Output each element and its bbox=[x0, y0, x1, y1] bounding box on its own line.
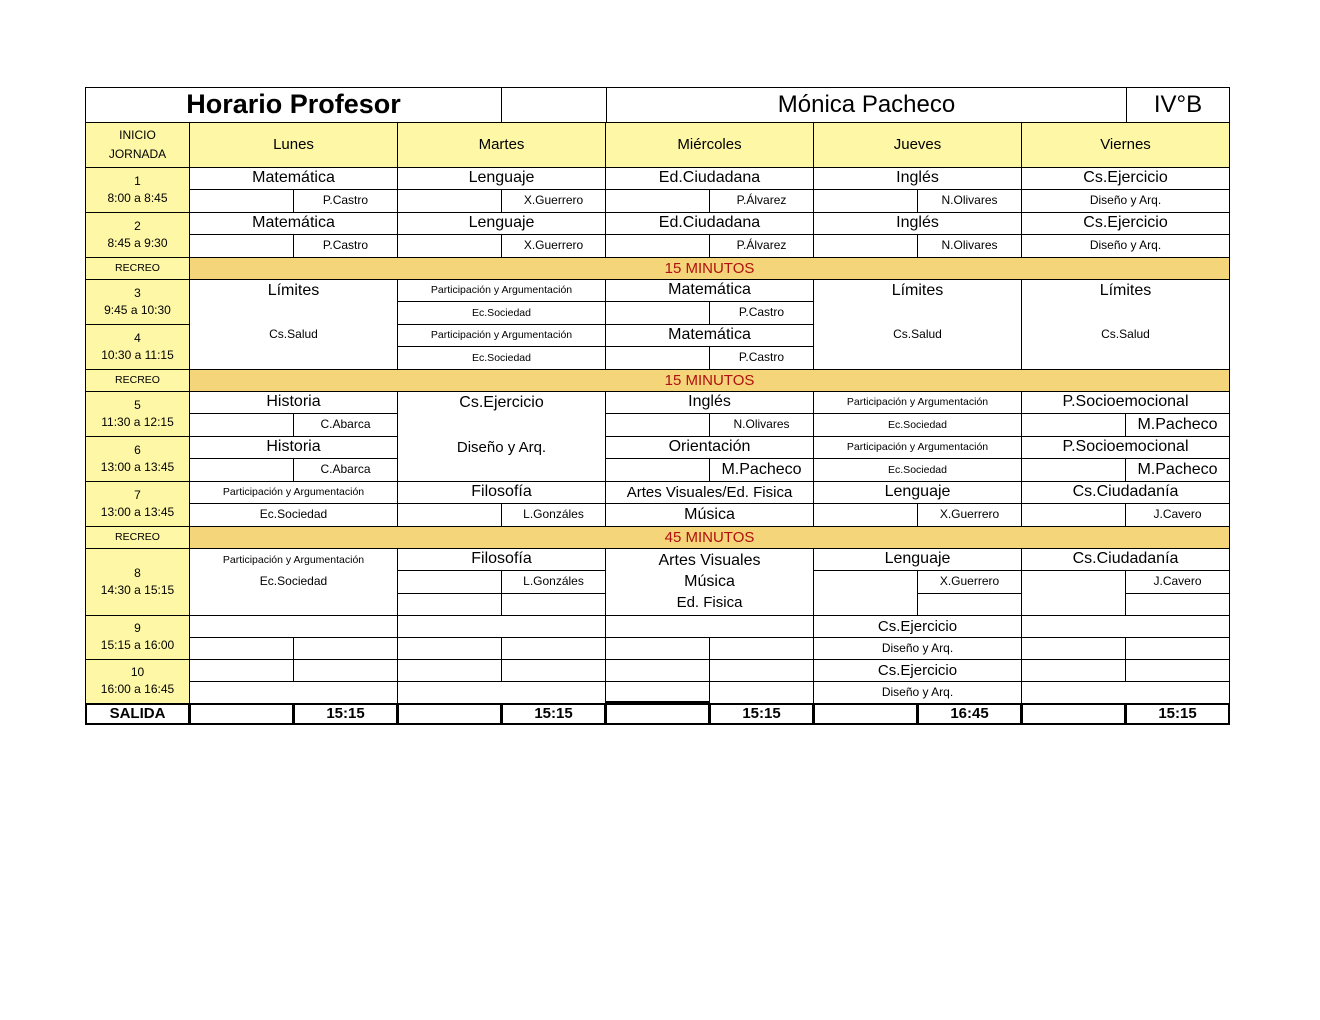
period-time: 13:00 a 13:45 bbox=[100, 504, 175, 519]
p7-miercoles-subject: Artes Visuales/Ed. Fisica bbox=[605, 481, 814, 504]
p8-martes-empty bbox=[397, 593, 502, 616]
p10-jueves-subject: Cs.Ejercicio bbox=[813, 659, 1022, 682]
p1-lunes-teacher: P.Castro bbox=[293, 189, 398, 213]
p6-miercoles-teacher: M.Pacheco bbox=[709, 458, 814, 482]
p7-viernes-teacher: J.Cavero bbox=[1125, 503, 1230, 527]
period-number: 10 bbox=[130, 665, 145, 680]
p9-miercoles-empty bbox=[709, 637, 814, 660]
p34-viernes-subject: Límites bbox=[1099, 282, 1152, 299]
p5-miercoles-empty bbox=[605, 413, 710, 437]
p9-miercoles-empty bbox=[605, 615, 814, 638]
p1-jueves-subject: Inglés bbox=[813, 167, 1022, 190]
day-header-lunes: Lunes bbox=[189, 122, 398, 168]
p1-martes-empty bbox=[397, 189, 502, 213]
day-header-miercoles: Miércoles bbox=[605, 122, 814, 168]
p3-miercoles-subject: Matemática bbox=[605, 279, 814, 302]
p7-jueves-subject: Lenguaje bbox=[813, 481, 1022, 504]
p7-martes-empty bbox=[397, 503, 502, 527]
p10-martes-empty bbox=[397, 681, 606, 704]
p10-jueves-teacher: Diseño y Arq. bbox=[813, 681, 1022, 704]
p9-viernes-empty bbox=[1021, 637, 1126, 660]
break-1-label: RECREO bbox=[85, 257, 190, 280]
p4-martes-subject: Participación y Argumentación bbox=[397, 324, 606, 347]
p4-miercoles-empty bbox=[605, 346, 710, 370]
p4-martes-teacher: Ec.Sociedad bbox=[397, 346, 606, 370]
p9-lunes-empty bbox=[189, 615, 398, 638]
p1-miercoles-subject: Ed.Ciudadana bbox=[605, 167, 814, 190]
p6-miercoles-subject: Orientación bbox=[605, 436, 814, 459]
p10-miercoles-empty bbox=[605, 681, 710, 704]
empty-header-cell bbox=[501, 87, 607, 123]
p34-lunes-subject: Límites bbox=[267, 282, 320, 299]
p1-martes-subject: Lenguaje bbox=[397, 167, 606, 190]
p10-viernes-empty bbox=[1125, 659, 1230, 682]
period-5-label bbox=[85, 391, 190, 437]
p8-miercoles-line1: Artes Visuales bbox=[658, 552, 761, 570]
p56-martes-subject: Cs.Ejercicio bbox=[459, 394, 544, 411]
p7-miercoles-teacher: Música bbox=[605, 503, 814, 527]
p2-viernes-subject: Cs.Ejercicio bbox=[1021, 212, 1230, 235]
period-number: 1 bbox=[134, 173, 141, 188]
p8-jueves-empty bbox=[917, 593, 1022, 616]
p3-miercoles-empty bbox=[605, 301, 710, 325]
period-7-label bbox=[85, 481, 190, 527]
period-number: 8 bbox=[134, 565, 141, 580]
break-2-label: RECREO bbox=[85, 369, 190, 392]
exit-label: SALIDA bbox=[85, 703, 190, 725]
p9-viernes-empty bbox=[1021, 615, 1230, 638]
p5-viernes-empty bbox=[1021, 413, 1126, 437]
p10-lunes-empty bbox=[189, 681, 398, 704]
p5-jueves-teacher: Ec.Sociedad bbox=[813, 413, 1022, 437]
exit-martes-time: 15:15 bbox=[501, 703, 606, 725]
p7-viernes-subject: Cs.Ciudadanía bbox=[1021, 481, 1230, 504]
break-3-duration: 45 MINUTOS bbox=[189, 526, 1230, 549]
p4-miercoles-subject: Matemática bbox=[605, 324, 814, 347]
p10-miercoles-empty bbox=[709, 681, 814, 704]
p8-martes-empty bbox=[397, 570, 502, 594]
p2-martes-empty bbox=[397, 234, 502, 258]
p34-lunes-block bbox=[189, 279, 398, 370]
break-1-duration: 15 MINUTOS bbox=[189, 257, 1230, 280]
exit-miercoles-empty bbox=[605, 703, 710, 725]
p10-miercoles-empty bbox=[709, 659, 814, 682]
p56-martes-sub: Diseño y Arq. bbox=[456, 439, 547, 456]
start-header-line1: INICIO bbox=[119, 127, 156, 142]
p34-lunes-sub: Cs.Salud bbox=[269, 327, 318, 341]
p8-viernes-teacher: J.Cavero bbox=[1125, 570, 1230, 594]
p5-viernes-teacher: M.Pacheco bbox=[1125, 413, 1230, 437]
p9-martes-empty bbox=[501, 637, 606, 660]
p8-viernes-subject: Cs.Ciudadanía bbox=[1021, 548, 1230, 571]
p6-jueves-subject: Participación y Argumentación bbox=[813, 436, 1022, 459]
period-number: 5 bbox=[134, 397, 141, 412]
p2-lunes-empty bbox=[189, 234, 294, 258]
p8-martes-empty bbox=[501, 593, 606, 616]
period-time: 8:45 a 9:30 bbox=[107, 235, 168, 250]
p7-martes-teacher: L.Gonzáles bbox=[501, 503, 606, 527]
p5-miercoles-teacher: N.Olivares bbox=[709, 413, 814, 437]
p2-jueves-subject: Inglés bbox=[813, 212, 1022, 235]
p1-miercoles-teacher: P.Álvarez bbox=[709, 189, 814, 213]
p2-miercoles-empty bbox=[605, 234, 710, 258]
sheet-title: Horario Profesor bbox=[85, 87, 502, 123]
p34-viernes-sub: Cs.Salud bbox=[1101, 327, 1150, 341]
p1-martes-teacher: X.Guerrero bbox=[501, 189, 606, 213]
p5-miercoles-subject: Inglés bbox=[605, 391, 814, 414]
p1-viernes-subject: Cs.Ejercicio bbox=[1021, 167, 1230, 190]
p9-lunes-empty bbox=[189, 637, 294, 660]
p6-viernes-teacher: M.Pacheco bbox=[1125, 458, 1230, 482]
p8-martes-subject: Filosofía bbox=[397, 548, 606, 571]
p6-viernes-empty bbox=[1021, 458, 1126, 482]
p1-miercoles-empty bbox=[605, 189, 710, 213]
p34-jueves-subject: Límites bbox=[891, 282, 944, 299]
exit-viernes-empty bbox=[1021, 703, 1126, 725]
p8-miercoles-line2: Música bbox=[684, 573, 735, 591]
p1-jueves-teacher: N.Olivares bbox=[917, 189, 1022, 213]
day-header-viernes: Viernes bbox=[1021, 122, 1230, 168]
p7-lunes-teacher: Ec.Sociedad bbox=[189, 503, 398, 527]
p6-miercoles-empty bbox=[605, 458, 710, 482]
p10-viernes-empty bbox=[1021, 659, 1126, 682]
p10-martes-empty bbox=[397, 659, 502, 682]
p10-lunes-empty bbox=[293, 659, 398, 682]
break-2-duration: 15 MINUTOS bbox=[189, 369, 1230, 392]
p7-martes-subject: Filosofía bbox=[397, 481, 606, 504]
p3-martes-subject: Participación y Argumentación bbox=[397, 279, 606, 302]
exit-lunes-time: 15:15 bbox=[293, 703, 398, 725]
start-header bbox=[85, 122, 190, 168]
p5-lunes-teacher: C.Abarca bbox=[293, 413, 398, 437]
p10-lunes-empty bbox=[189, 659, 294, 682]
p56-martes-block bbox=[397, 391, 606, 482]
p2-lunes-subject: Matemática bbox=[189, 212, 398, 235]
period-number: 2 bbox=[134, 218, 141, 233]
period-8-label bbox=[85, 548, 190, 616]
period-number: 4 bbox=[134, 330, 141, 345]
p8-jueves-teacher: X.Guerrero bbox=[917, 570, 1022, 594]
p7-lunes-subject: Participación y Argumentación bbox=[189, 481, 398, 504]
p9-martes-empty bbox=[397, 637, 502, 660]
p8-viernes-empty bbox=[1021, 570, 1126, 616]
p9-jueves-teacher: Diseño y Arq. bbox=[813, 637, 1022, 660]
p2-martes-subject: Lenguaje bbox=[397, 212, 606, 235]
p34-jueves-block bbox=[813, 279, 1022, 370]
p3-miercoles-teacher: P.Castro bbox=[709, 301, 814, 325]
p9-viernes-empty bbox=[1125, 637, 1230, 660]
start-header-line2: JORNADA bbox=[108, 146, 167, 161]
p8-jueves-subject: Lenguaje bbox=[813, 548, 1022, 571]
period-10-label bbox=[85, 659, 190, 704]
p7-jueves-teacher: X.Guerrero bbox=[917, 503, 1022, 527]
period-number: 6 bbox=[134, 442, 141, 457]
period-time: 16:00 a 16:45 bbox=[100, 682, 175, 696]
period-6-label bbox=[85, 436, 190, 482]
period-time: 9:45 a 10:30 bbox=[104, 302, 171, 317]
period-number: 9 bbox=[134, 621, 141, 636]
p2-viernes-teacher: Diseño y Arq. bbox=[1021, 234, 1230, 258]
day-header-martes: Martes bbox=[397, 122, 606, 168]
p8-jueves-empty bbox=[813, 570, 918, 616]
period-1-label bbox=[85, 167, 190, 213]
p34-jueves-sub: Cs.Salud bbox=[893, 327, 942, 341]
period-time: 13:00 a 13:45 bbox=[100, 459, 175, 474]
p4-miercoles-teacher: P.Castro bbox=[709, 346, 814, 370]
break-3-label: RECREO bbox=[85, 526, 190, 549]
p1-lunes-empty bbox=[189, 189, 294, 213]
period-time: 14:30 a 15:15 bbox=[100, 582, 175, 597]
period-time: 11:30 a 12:15 bbox=[101, 414, 174, 429]
exit-viernes-time: 15:15 bbox=[1125, 703, 1230, 725]
p6-jueves-teacher: Ec.Sociedad bbox=[813, 458, 1022, 482]
p1-jueves-empty bbox=[813, 189, 918, 213]
exit-jueves-empty bbox=[813, 703, 918, 725]
exit-martes-empty bbox=[397, 703, 502, 725]
p6-lunes-subject: Historia bbox=[189, 436, 398, 459]
p8-miercoles-block bbox=[605, 548, 814, 616]
schedule-sheet bbox=[85, 87, 1230, 727]
p9-miercoles-empty bbox=[605, 637, 710, 660]
p5-lunes-subject: Historia bbox=[189, 391, 398, 414]
p8-lunes-teacher: Ec.Sociedad bbox=[259, 574, 328, 588]
period-number: 3 bbox=[134, 285, 141, 300]
p10-viernes-empty bbox=[1021, 681, 1230, 704]
period-4-label bbox=[85, 324, 190, 370]
p8-lunes-block bbox=[189, 548, 398, 616]
p8-viernes-empty bbox=[1125, 593, 1230, 616]
period-time: 8:00 a 8:45 bbox=[107, 190, 168, 205]
period-time: 15:15 a 16:00 bbox=[100, 638, 175, 652]
p2-lunes-teacher: P.Castro bbox=[293, 234, 398, 258]
p5-jueves-subject: Participación y Argumentación bbox=[813, 391, 1022, 414]
course-label: IV°B bbox=[1126, 87, 1230, 123]
p6-viernes-subject: P.Socioemocional bbox=[1021, 436, 1230, 459]
p10-martes-empty bbox=[501, 659, 606, 682]
p8-miercoles-line3: Ed. Fisica bbox=[676, 594, 743, 612]
teacher-name: Mónica Pacheco bbox=[606, 87, 1127, 123]
p2-jueves-teacher: N.Olivares bbox=[917, 234, 1022, 258]
period-number: 7 bbox=[134, 487, 141, 502]
p9-lunes-empty bbox=[293, 637, 398, 660]
p1-viernes-teacher: Diseño y Arq. bbox=[1021, 189, 1230, 213]
p8-lunes-subject: Participación y Argumentación bbox=[222, 554, 365, 566]
p2-jueves-empty bbox=[813, 234, 918, 258]
p9-jueves-subject: Cs.Ejercicio bbox=[813, 615, 1022, 638]
p6-lunes-empty bbox=[189, 458, 294, 482]
p5-viernes-subject: P.Socioemocional bbox=[1021, 391, 1230, 414]
period-time: 10:30 a 11:15 bbox=[101, 347, 174, 362]
p5-lunes-empty bbox=[189, 413, 294, 437]
period-2-label bbox=[85, 212, 190, 258]
p2-miercoles-teacher: P.Álvarez bbox=[709, 234, 814, 258]
exit-jueves-time: 16:45 bbox=[917, 703, 1022, 725]
p7-viernes-empty bbox=[1021, 503, 1126, 527]
p10-miercoles-empty bbox=[605, 659, 710, 682]
day-header-jueves: Jueves bbox=[813, 122, 1022, 168]
p3-martes-teacher: Ec.Sociedad bbox=[397, 301, 606, 325]
p2-martes-teacher: X.Guerrero bbox=[501, 234, 606, 258]
p7-jueves-empty bbox=[813, 503, 918, 527]
p8-martes-teacher: L.Gonzáles bbox=[501, 570, 606, 594]
period-9-label bbox=[85, 615, 190, 660]
p34-viernes-block bbox=[1021, 279, 1230, 370]
p6-lunes-teacher: C.Abarca bbox=[293, 458, 398, 482]
exit-miercoles-time: 15:15 bbox=[709, 703, 814, 725]
p1-lunes-subject: Matemática bbox=[189, 167, 398, 190]
p9-martes-empty bbox=[397, 615, 606, 638]
p2-miercoles-subject: Ed.Ciudadana bbox=[605, 212, 814, 235]
period-3-label bbox=[85, 279, 190, 325]
exit-lunes-empty bbox=[189, 703, 294, 725]
